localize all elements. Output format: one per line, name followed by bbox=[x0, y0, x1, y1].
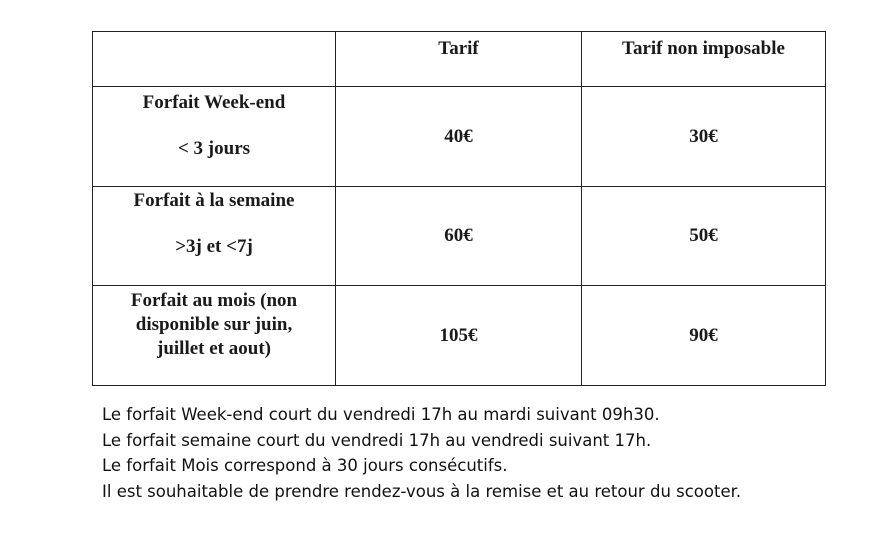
header-empty-cell bbox=[93, 32, 336, 87]
forfait-mois-line3: juillet et aout) bbox=[157, 338, 271, 359]
forfait-weekend-label bbox=[93, 87, 336, 187]
note-mois: Le forfait Mois correspond à 30 jours consécutifs. bbox=[102, 456, 508, 476]
forfait-mois-label bbox=[93, 286, 336, 386]
note-semaine: Le forfait semaine court du vendredi 17h au vendredi suivant 17h. bbox=[102, 430, 652, 450]
table-header-row bbox=[93, 32, 826, 87]
forfait-weekend-tarif-non-imposable: 30€ bbox=[582, 87, 826, 187]
pricing-table bbox=[92, 31, 826, 386]
forfait-mois-line1: Forfait au mois (non bbox=[130, 290, 298, 311]
forfait-semaine-duration: >3j et <7j bbox=[175, 236, 253, 257]
forfait-mois-line2: disponible sur juin, bbox=[135, 314, 293, 335]
forfait-semaine-tarif: 60€ bbox=[336, 187, 582, 286]
notes-block bbox=[102, 402, 741, 504]
note-weekend: Le forfait Week-end court du vendredi 17h au mardi suivant 09h30. bbox=[102, 405, 660, 424]
forfait-mois-tarif-non-imposable: 90€ bbox=[582, 286, 826, 386]
forfait-weekend-tarif: 40€ bbox=[336, 87, 582, 187]
table-row-semaine bbox=[93, 187, 826, 286]
forfait-weekend-duration: < 3 jours bbox=[177, 138, 251, 159]
forfait-semaine-tarif-non-imposable: 50€ bbox=[582, 187, 826, 286]
table-row-mois bbox=[93, 286, 826, 386]
forfait-mois-tarif: 105€ bbox=[336, 286, 582, 386]
header-tarif: Tarif bbox=[336, 32, 582, 87]
forfait-semaine-label bbox=[93, 187, 336, 286]
table-row-weekend bbox=[93, 87, 826, 187]
forfait-weekend-title: Forfait Week-end bbox=[142, 92, 286, 113]
header-tarif-non-imposable: Tarif non imposable bbox=[582, 32, 826, 87]
note-rendez-vous: Il est souhaitable de prendre rendez-vous à la remise et au retour du scooter. bbox=[102, 481, 742, 501]
forfait-semaine-title: Forfait à la semaine bbox=[133, 190, 295, 211]
